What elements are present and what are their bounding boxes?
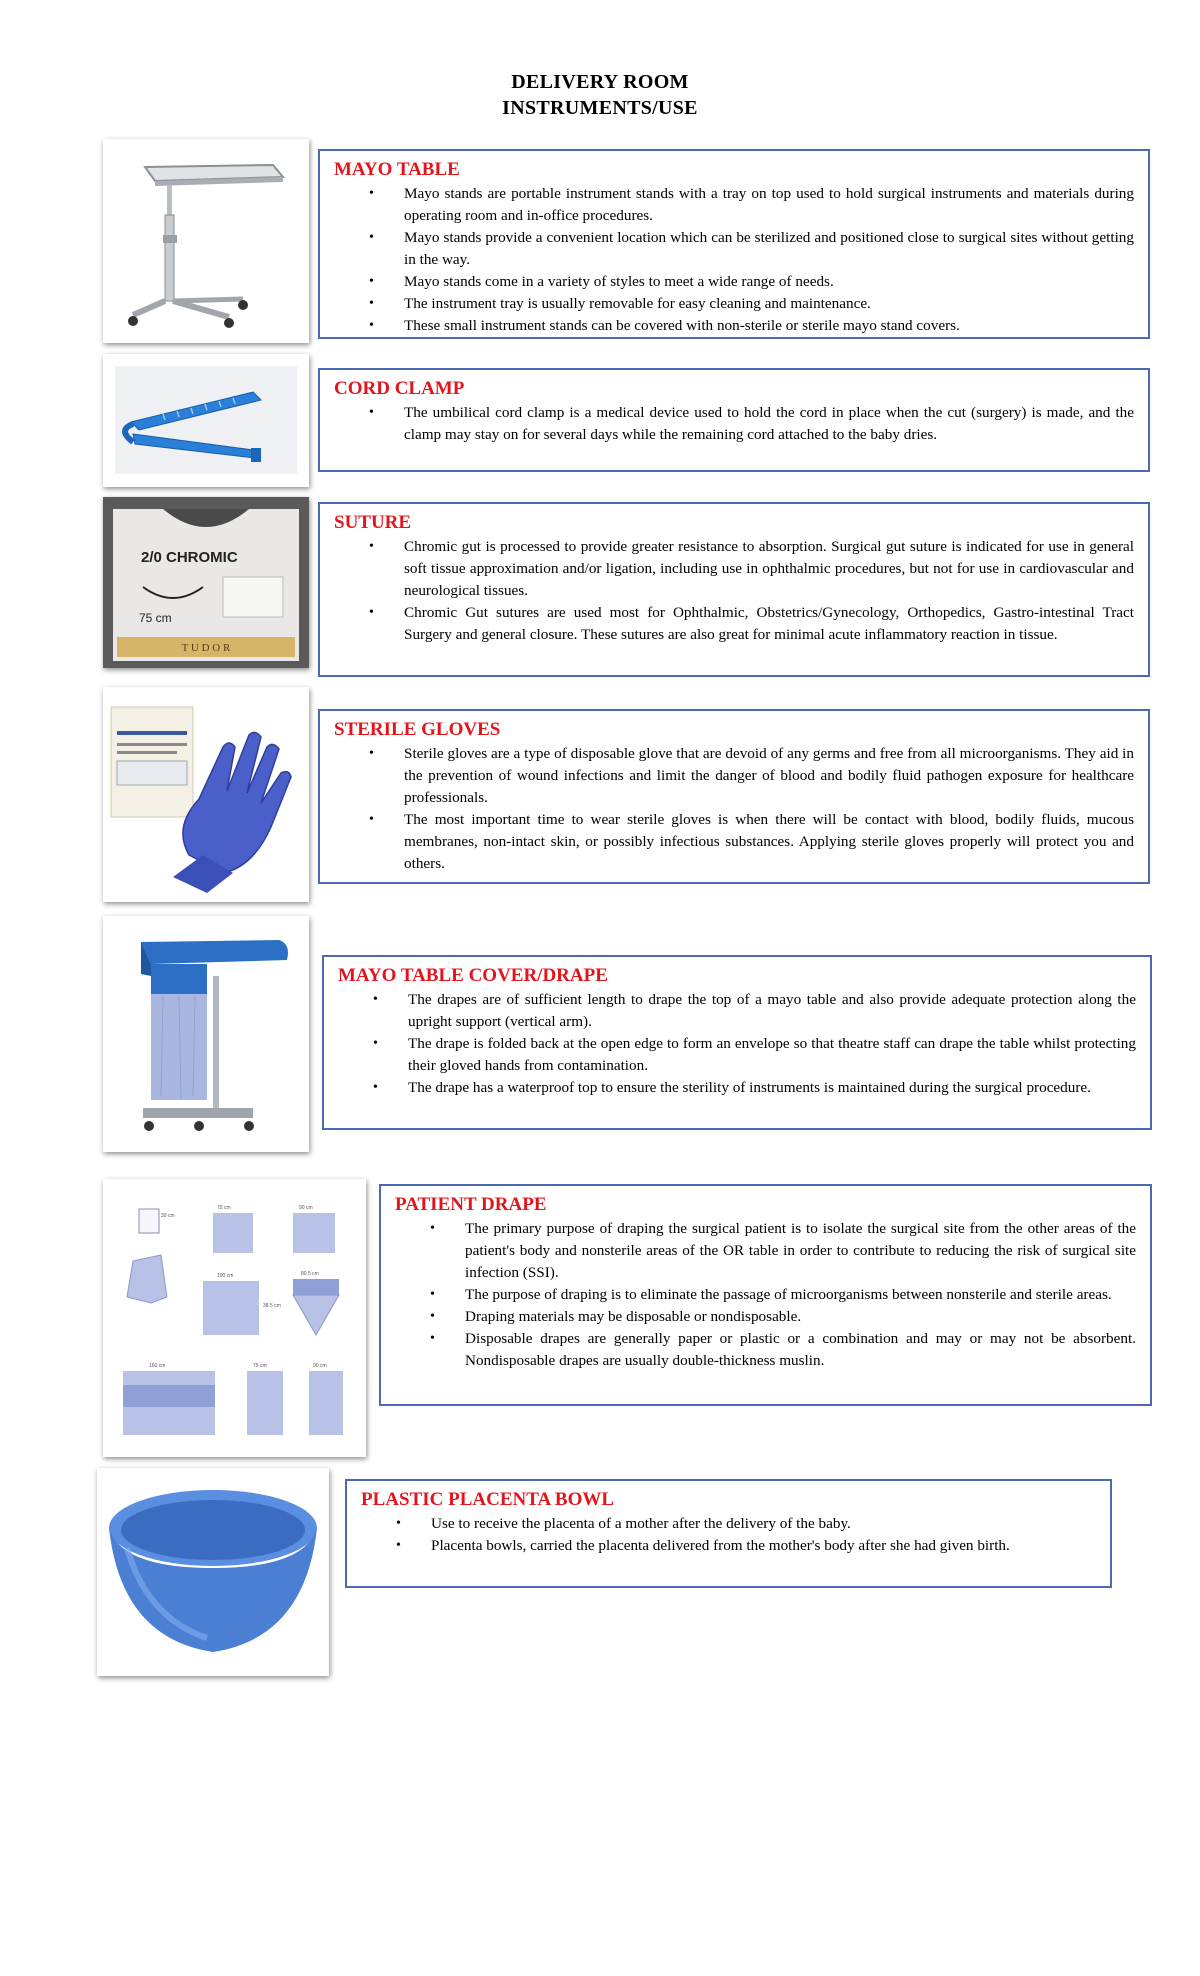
suture-image xyxy=(103,497,309,668)
section-patient-drape xyxy=(379,1184,1152,1406)
sterile-gloves-image xyxy=(103,687,309,902)
dimension-label: 90 cm xyxy=(313,1363,327,1369)
suture-brand-label: T U D O R xyxy=(181,642,231,654)
list-item: • Mayo stands come in a variety of styles to meet a wide range of needs. xyxy=(334,271,1134,293)
list-item: • Chromic Gut sutures are used most for Ophthalmic, Obstetrics/Gynecology, Orthopedics, Gastro-intestinal Tract Surgery and general closure. These sutures are also great for minimal acute inflammatory reaction in tissue. xyxy=(334,602,1134,646)
placenta-bowl-photo xyxy=(97,1468,329,1676)
dimension-label: 160 cm xyxy=(149,1363,166,1369)
list-item: • These small instrument stands can be covered with non-sterile or sterile mayo stand covers. xyxy=(334,315,1134,337)
list-item: • The instrument tray is usually removable for easy cleaning and maintenance. xyxy=(334,293,1134,315)
placenta-bowl-image xyxy=(97,1468,329,1676)
suture-label: 2/0 CHROMIC xyxy=(141,549,238,566)
list-item: • Chromic gut is processed to provide greater resistance to absorption. Surgical gut suture is indicated for use in general soft tissue approximation and/or ligation, including use in ophthalmic procedures, but not for use in cardiovascular and neurological tissues. xyxy=(334,536,1134,602)
suture-package-photo xyxy=(103,497,309,668)
section-title: MAYO TABLE COVER/DRAPE xyxy=(338,965,608,986)
list-item: • The drapes are of sufficient length to drape the top of a mayo table and also provide adequate protection along the upright support (vertical arm). xyxy=(338,989,1136,1033)
list-item: • The drape is folded back at the open edge to form an envelope so that theatre staff can drape the table whilst protecting their gloved hands from contamination. xyxy=(338,1033,1136,1077)
list-item: • Sterile gloves are a type of disposable glove that are devoid of any germs and free from all microorganisms. They aid in the prevention of wound infections and limit the danger of blood and bodily fluid pathogen exposure for healthcare professionals. xyxy=(334,743,1134,809)
list-item: • The primary purpose of draping the surgical patient is to isolate the surgical site from the other areas of the patient's body and nonsterile areas of the OR table in order to contribute to reducing the risk of surgical site infection (SSI). xyxy=(395,1218,1136,1284)
dimension-label: 80.5 cm xyxy=(301,1271,319,1277)
patient-drape-diagram xyxy=(103,1179,366,1457)
section-placenta-bowl xyxy=(345,1479,1112,1588)
mayo-table-photo xyxy=(103,139,309,343)
section-mayo-table xyxy=(318,149,1150,339)
list-item: • Disposable drapes are generally paper or plastic or a combination and may or may not be absorbent. Nondisposable drapes are usually double-thickness muslin. xyxy=(395,1328,1136,1372)
list-item: • Draping materials may be disposable or nondisposable. xyxy=(395,1306,1136,1328)
list-item: • The purpose of draping is to eliminate the passage of microorganisms between nonsterile and sterile areas. xyxy=(395,1284,1136,1306)
bullet-list xyxy=(334,536,1134,646)
dimension-label: 30 cm xyxy=(161,1213,175,1219)
page-title: DELIVERY ROOM xyxy=(511,71,689,93)
list-item: • The umbilical cord clamp is a medical device used to hold the cord in place when the cut (surgery) is made, and the clamp may stay on for several days while the remaining cord attached to the baby dries. xyxy=(334,402,1134,446)
section-title: MAYO TABLE xyxy=(334,159,460,180)
dimension-label: 100 cm xyxy=(217,1273,234,1279)
bullet-list xyxy=(361,1513,1096,1557)
bullet-list xyxy=(334,743,1134,875)
suture-length-label: 75 cm xyxy=(139,611,172,625)
cord-clamp-image xyxy=(103,354,309,487)
list-item: • The most important time to wear sterile gloves is when there will be contact with blood, bodily fluids, mucous membranes, non-intact skin, or possibly infectious substances. Applying sterile gloves properly will protect you and others. xyxy=(334,809,1134,875)
list-item: • Mayo stands provide a convenient location which can be sterilized and positioned close to surgical sites without getting in the way. xyxy=(334,227,1134,271)
bullet-list xyxy=(395,1218,1136,1372)
mayo-cover-drape-image xyxy=(103,916,309,1152)
section-sterile-gloves xyxy=(318,709,1150,884)
section-title: PATIENT DRAPE xyxy=(395,1194,547,1215)
list-item: • Use to receive the placenta of a mother after the delivery of the baby. xyxy=(361,1513,1096,1535)
sterile-gloves-photo xyxy=(103,687,309,902)
section-title: CORD CLAMP xyxy=(334,378,465,399)
mayo-table-image xyxy=(103,139,309,343)
bullet-list xyxy=(334,402,1134,446)
list-item: • Placenta bowls, carried the placenta delivered from the mother's body after she had given birth. xyxy=(361,1535,1096,1557)
mayo-cover-drape-photo xyxy=(103,916,309,1152)
section-cord-clamp xyxy=(318,368,1150,472)
section-title: SUTURE xyxy=(334,512,412,533)
cord-clamp-photo xyxy=(103,354,309,487)
dimension-label: 38.5 cm xyxy=(263,1303,281,1309)
section-mayo-table-cover xyxy=(322,955,1152,1130)
bullet-list xyxy=(334,183,1134,337)
list-item: • Mayo stands are portable instrument stands with a tray on top used to hold surgical instruments and materials during operating room and in-office procedures. xyxy=(334,183,1134,227)
dimension-label: 75 cm xyxy=(217,1205,231,1211)
section-title: STERILE GLOVES xyxy=(334,719,501,740)
section-suture xyxy=(318,502,1150,677)
page-subtitle: INSTRUMENTS/USE xyxy=(502,97,698,119)
bullet-list xyxy=(338,989,1136,1099)
list-item: • The drape has a waterproof top to ensure the sterility of instruments is maintained during the surgical procedure. xyxy=(338,1077,1136,1099)
section-title: PLASTIC PLACENTA BOWL xyxy=(361,1489,615,1510)
patient-drape-image xyxy=(103,1179,366,1457)
dimension-label: 90 cm xyxy=(299,1205,313,1211)
dimension-label: 75 cm xyxy=(253,1363,267,1369)
